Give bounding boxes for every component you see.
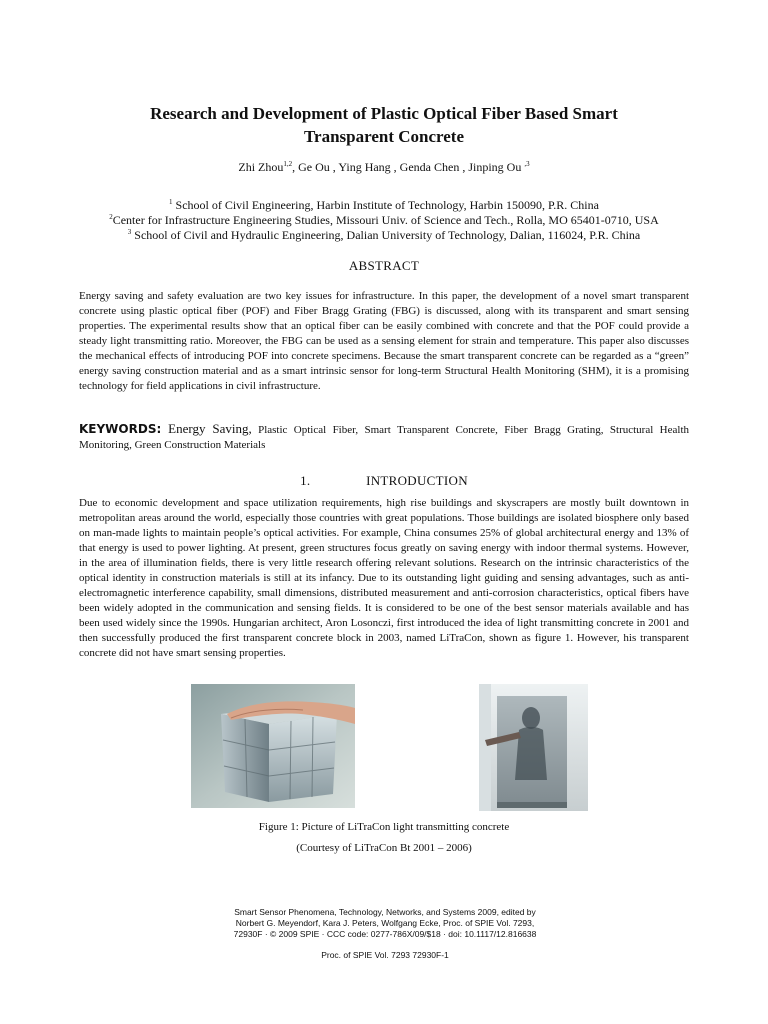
author-first-sup: 1,2	[283, 160, 293, 168]
litracon-wall-photo	[479, 684, 588, 811]
keywords-label: KEYWORDS:	[79, 422, 162, 436]
figure-courtesy: (Courtesy of LiTraCon Bt 2001 – 2006)	[296, 842, 472, 854]
affiliation-1	[0, 198, 768, 213]
affiliation-1-text: School of Civil Engineering, Harbin Institute of Technology, Harbin 150090, P.R. China	[172, 198, 599, 212]
affiliation-3-sup: 3	[127, 228, 132, 236]
keywords	[79, 421, 689, 453]
abstract-heading: ABSTRACT	[348, 258, 420, 273]
keywords-rest: Plastic Optical Fiber, Smart Transparent Concrete, Fiber Bragg Grating, Structural Health Monitoring, Green Construction Materials	[79, 424, 689, 451]
keywords-first: Energy Saving,	[161, 421, 252, 436]
affiliation-2-sup: 2	[109, 213, 113, 221]
affiliation-2-text: Center for Infrastructure Engineering Studies, Missouri Univ. of Science and Tech., Rolla, MO 65401-0710, USA	[112, 213, 659, 227]
figure-caption: Figure 1: Picture of LiTraCon light transmitting concrete	[258, 821, 510, 833]
author-last-sup: ,3	[524, 160, 530, 168]
publication-footer	[190, 907, 580, 940]
section-number: 1.	[300, 473, 311, 488]
footer-line-2: Norbert G. Meyendorf, Kara J. Peters, Wolfgang Ecke, Proc. of SPIE Vol. 7293,	[235, 918, 535, 928]
footer-line-3: 72930F · © 2009 SPIE · CCC code: 0277-786X/09/$18 · doi: 10.1117/12.816638	[233, 929, 537, 939]
section-title: INTRODUCTION	[366, 473, 468, 488]
paper-title	[80, 102, 688, 148]
introduction-heading	[0, 473, 768, 489]
affiliation-3-text: School of Civil and Hydraulic Engineering, Dalian University of Technology, Dalian, 116024, P.R. China	[131, 228, 641, 242]
affiliation-1-sup: 1	[169, 198, 173, 206]
affiliation-3	[0, 228, 768, 243]
author-rest: , Ge Ou , Ying Hang , Genda Chen , Jinping Ou	[292, 160, 525, 174]
page-number: Proc. of SPIE Vol. 7293 72930F-1	[321, 950, 449, 960]
title-line-1: Research and Development of Plastic Optical Fiber Based Smart	[150, 104, 618, 123]
footer-line-1: Smart Sensor Phenomena, Technology, Networks, and Systems 2009, edited by	[234, 907, 536, 917]
author-list	[0, 160, 768, 175]
introduction-body: Due to economic development and space utilization requirements, high rise buildings and skyscrapers are mostly built downtown in metropolitan areas around the world, especially those countries with great populations. Those buildings are isolated biosphere only based on man-made lights to maintain people’s optical activities. For example, China consumes 25% of global architectural energy and 13% of that energy is used to power lighting. At present, green structures focus greatly on saving energy with indoor thermal systems. However, in the area of illumination fields, there is very little research offering relevant solutions. Research on the intrinsic characteristics of the optical identity in construction materials is still at its infancy. Due to its outstanding light guiding and sensing advantages, such as anti-electromagnetic interference capability, small dimensions, distributed measurement and anti-corrosion characteristics, optical fibers have been widely adopted in the communication and sensing fields. It is considered to be one of the best sensor materials available and has been used widely since the 1990s. Hungarian architect, Aron Losonczi, first introduced the idea of light transmitting concrete in 2001 and then successfully produced the first transparent concrete block in 2003, named LiTraCon, shown as figure 1. However, his transparent concrete did not have smart sensing properties.	[79, 497, 689, 659]
abstract-body: Energy saving and safety evaluation are two key issues for infrastructure. In this paper, the development of a novel smart transparent concrete using plastic optical fiber (POF) and Fiber Bragg Grating (FBG) is discussed, along with its transparent and smart sensing properties. The experimental results show that an optical fiber can be easily combined with concrete and that the POF could provide a steady light transmitting ratio. Moreover, the FBG can be used as a sensing element for strain and temperature. This paper also discusses the mechanical effects of introducing POF into concrete specimens. Because the smart transparent concrete can be regarded as a “green” energy saving construction material and as a smart intrinsic sensor for long-term Structural Health Monitoring (SHM), it is a promising technology for field applications in civil infrastructure.	[79, 290, 689, 392]
litracon-cube-photo	[191, 684, 355, 808]
affiliation-2	[0, 213, 768, 228]
author-first: Zhi Zhou	[238, 160, 284, 174]
title-line-2: Transparent Concrete	[303, 127, 465, 146]
